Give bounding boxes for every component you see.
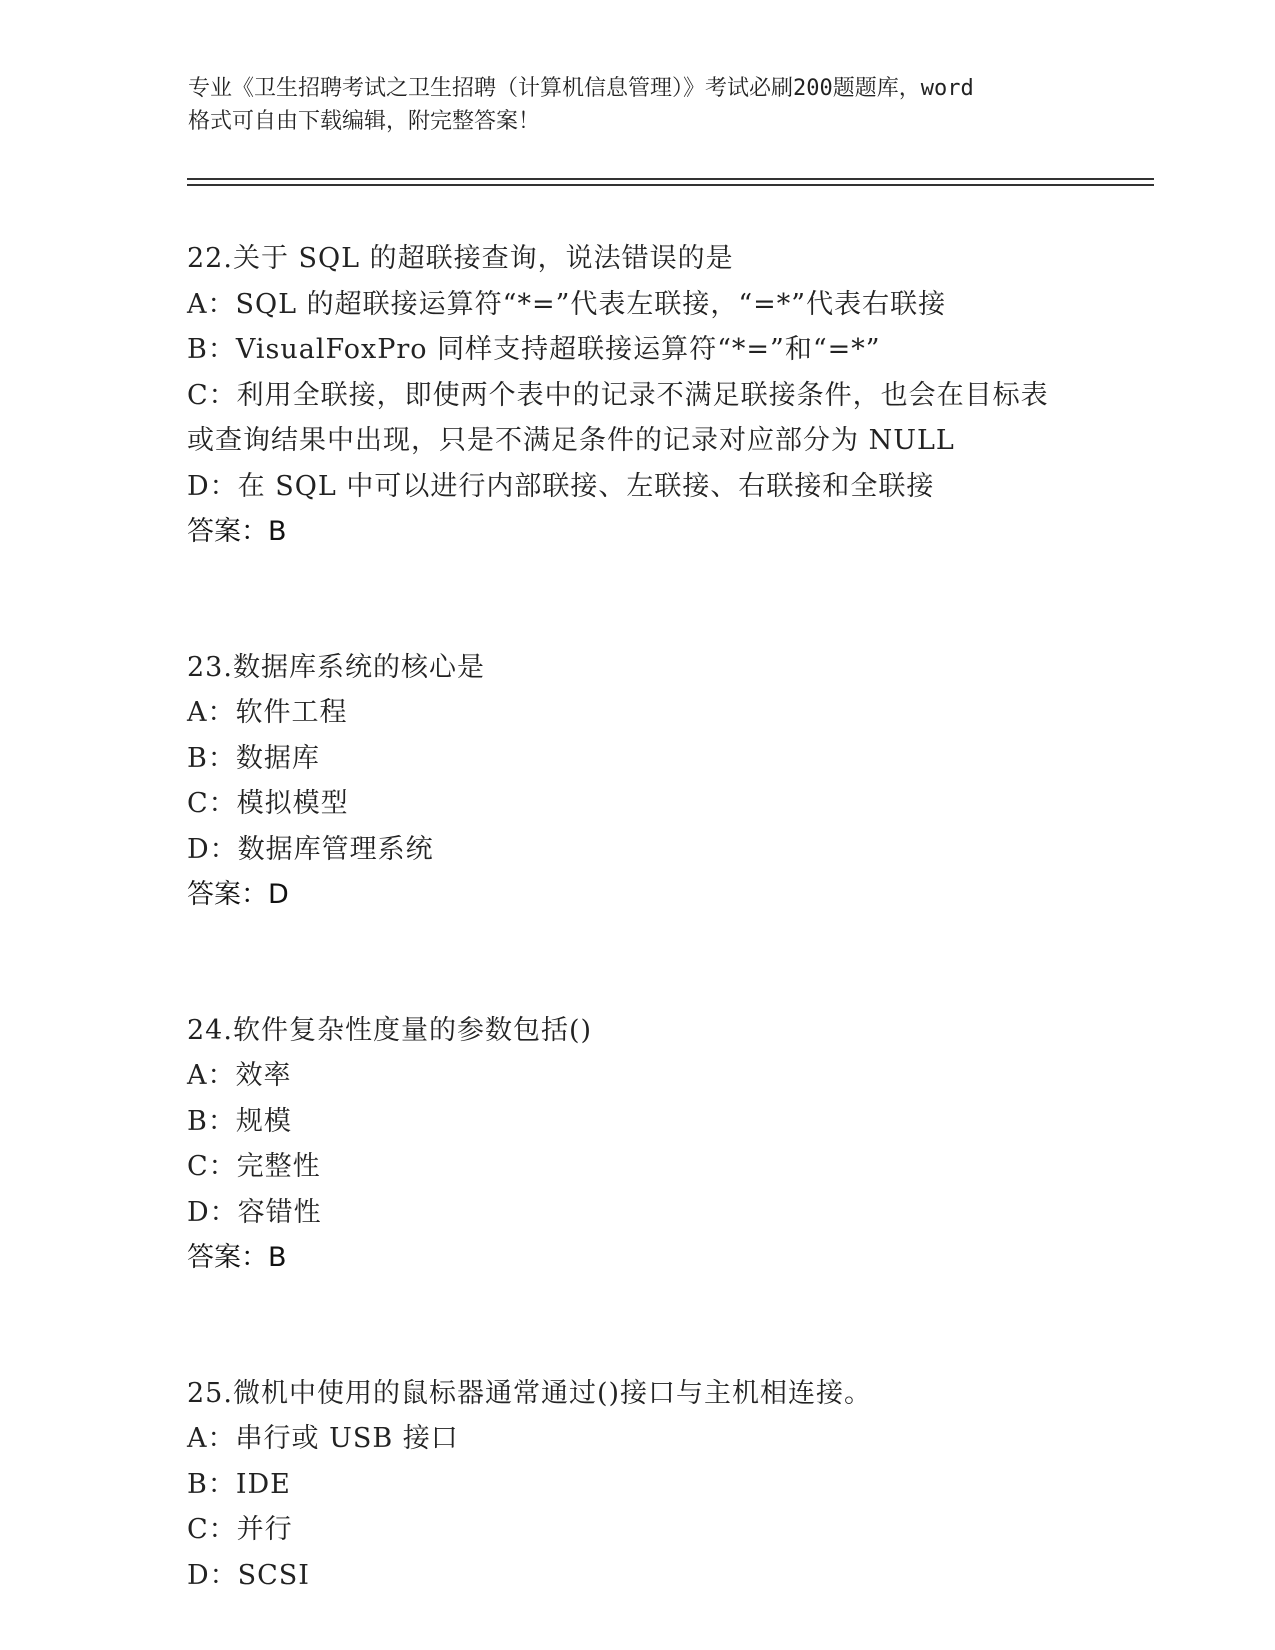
question-stem: 25.微机中使用的鼠标器通常通过()接口与主机相连接。 bbox=[187, 1377, 873, 1409]
question-stem: 24.软件复杂性度量的参数包括() bbox=[187, 1014, 593, 1046]
option-b: B：IDE bbox=[187, 1468, 291, 1500]
option-c: C：利用全联接，即使两个表中的记录不满足联接条件，也会在目标表 bbox=[187, 379, 1049, 411]
option-c: C：模拟模型 bbox=[187, 788, 349, 819]
header-rule-top bbox=[187, 178, 1154, 180]
option-c: C：并行 bbox=[187, 1514, 293, 1545]
option-b: B：规模 bbox=[187, 1105, 292, 1137]
option-a: A：软件工程 bbox=[187, 697, 348, 728]
option-a: A：效率 bbox=[187, 1060, 292, 1091]
question-list bbox=[187, 236, 1167, 1598]
option-c: C：完整性 bbox=[187, 1151, 321, 1182]
question-24 bbox=[187, 1008, 1167, 1281]
option-d: D：SCSI bbox=[187, 1559, 310, 1591]
document-header bbox=[188, 72, 1088, 138]
question-stem: 23.数据库系统的核心是 bbox=[187, 651, 485, 683]
option-b: B：VisualFoxPro 同样支持超联接运算符“*=”和“=*” bbox=[187, 334, 881, 365]
question-stem: 22.关于 SQL 的超联接查询，说法错误的是 bbox=[187, 243, 734, 274]
question-25 bbox=[187, 1371, 1167, 1599]
answer-label: 答案：D bbox=[187, 879, 289, 910]
question-22 bbox=[187, 236, 1167, 555]
question-23 bbox=[187, 645, 1167, 918]
option-a: A：SQL 的超联接运算符“*=”代表左联接，“=*”代表右联接 bbox=[187, 288, 947, 320]
answer-label: 答案：B bbox=[187, 1242, 287, 1273]
option-c-continued: 或查询结果中出现，只是不满足条件的记录对应部分为 NULL bbox=[187, 425, 955, 456]
option-d: D：在 SQL 中可以进行内部联接、左联接、右联接和全联接 bbox=[187, 470, 935, 502]
answer-label: 答案：B bbox=[187, 516, 287, 547]
option-a: A：串行或 USB 接口 bbox=[187, 1423, 459, 1454]
header-rule-bottom bbox=[187, 184, 1154, 186]
question-spacer bbox=[187, 918, 1167, 1008]
header-line-2: 格式可自由下载编辑，附完整答案！ bbox=[188, 109, 541, 134]
question-spacer bbox=[187, 555, 1167, 645]
question-spacer bbox=[187, 1281, 1167, 1371]
option-b: B：数据库 bbox=[187, 742, 320, 774]
option-d: D：数据库管理系统 bbox=[187, 833, 434, 865]
option-d: D：容错性 bbox=[187, 1196, 322, 1228]
header-line-1: 专业《卫生招聘考试之卫生招聘（计算机信息管理）》考试必刷200题题库，word bbox=[188, 76, 974, 101]
